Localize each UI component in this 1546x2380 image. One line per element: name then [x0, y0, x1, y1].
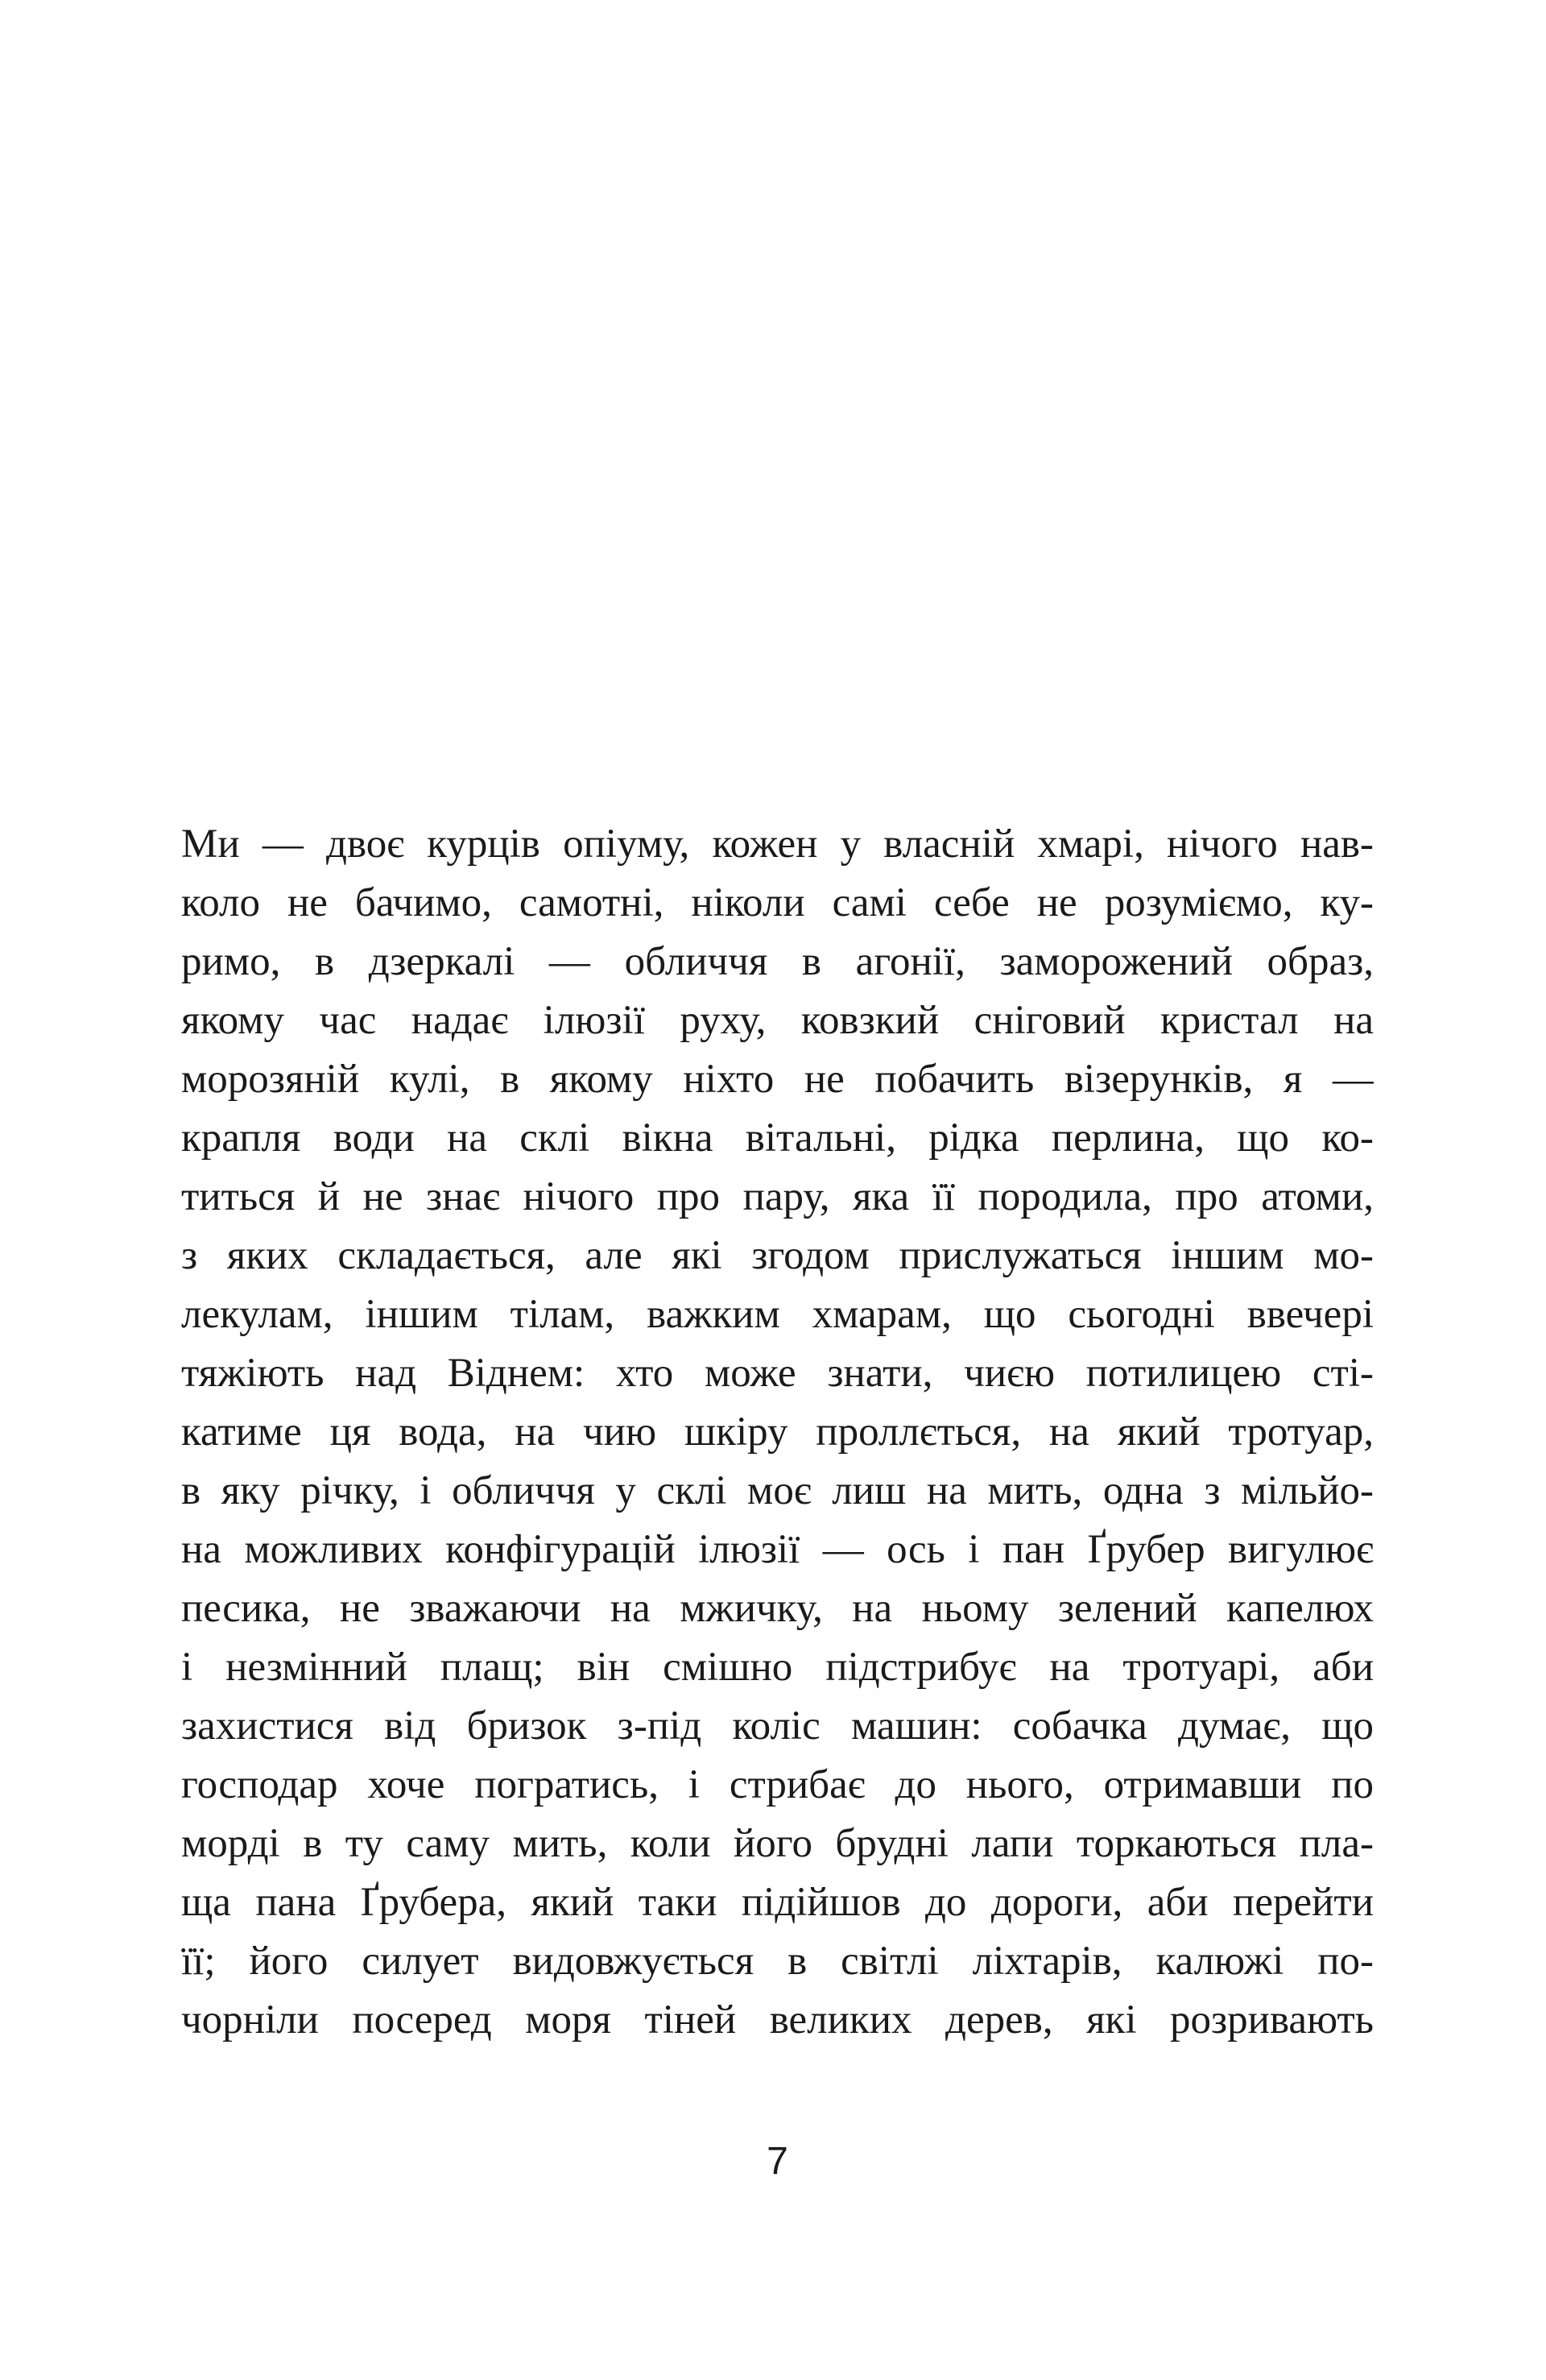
text-line: Ми — двоє курців опіуму, кожен у власній хмарі, нічого нав-: [181, 822, 1374, 867]
text-line: крапля води на склі вікна вітальні, рідка перлина, що ко-: [181, 1115, 1374, 1161]
text-line: на можливих конфігурацій ілюзії — ось і пан Ґрубер вигулює: [181, 1527, 1374, 1572]
text-line: якому час надає ілюзії руху, ковзкий сніговий кристал на: [181, 998, 1374, 1043]
text-line: в яку річку, і обличчя у склі моє лиш на мить, одна з мільйо-: [181, 1468, 1374, 1513]
body-text-paragraph: [181, 815, 1374, 2050]
text-line: ща пана Ґрубера, який таки підійшов до дороги, аби перейти: [181, 1880, 1374, 1925]
text-line: і незмінний плащ; він смішно підстрибує на тротуарі, аби: [181, 1645, 1374, 1690]
text-line: римо, в дзеркалі — обличчя в агонії, заморожений образ,: [181, 939, 1374, 984]
text-line: господар хоче погратись, і стрибає до нього, отримавши по: [181, 1762, 1374, 1807]
text-line: чорніли посеред моря тіней великих дерев, які розривають: [181, 1997, 1374, 2043]
text-line: катиме ця вода, на чию шкіру проллється, на який тротуар,: [181, 1409, 1374, 1455]
page-number: 7: [767, 2140, 788, 2183]
text-line: тяжіють над Віднем: хто може знати, чиєю потилицею сті-: [181, 1351, 1374, 1396]
text-line: морді в ту саму мить, коли його брудні лапи торкаються пла-: [181, 1821, 1374, 1866]
text-line: захистися від бризок з-під коліс машин: собачка думає, що: [181, 1703, 1374, 1749]
text-line: з яких складається, але які згодом прислужаться іншим мо-: [181, 1233, 1374, 1278]
text-line: титься й не знає нічого про пару, яка її породила, про атоми,: [181, 1174, 1374, 1219]
text-line: лекулам, іншим тілам, важким хмарам, що сьогодні ввечері: [181, 1292, 1374, 1337]
text-line: песика, не зважаючи на мжичку, на ньому зелений капелюх: [181, 1586, 1374, 1631]
text-line: коло не бачимо, самотні, ніколи самі себе не розуміємо, ку-: [181, 880, 1374, 925]
text-line: морозяній кулі, в якому ніхто не побачить візерунків, я —: [181, 1057, 1374, 1102]
text-line: її; його силует видовжується в світлі ліхтарів, калюжі по-: [181, 1939, 1374, 1984]
